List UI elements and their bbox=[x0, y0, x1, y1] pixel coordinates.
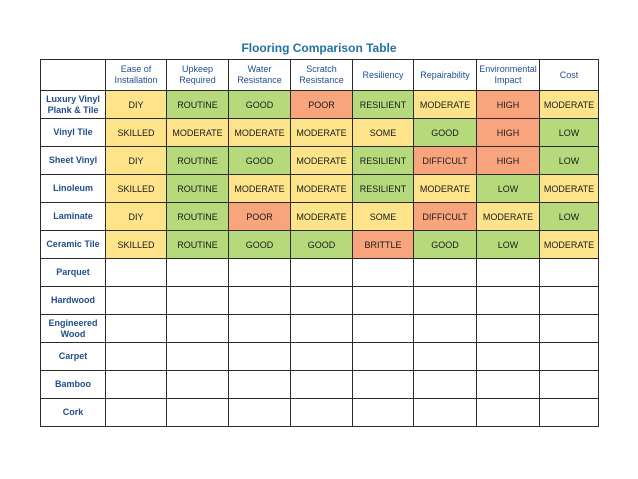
table-cell: ROUTINE bbox=[167, 231, 229, 259]
table-cell bbox=[229, 287, 291, 315]
table-cell bbox=[291, 371, 353, 399]
row-header: Vinyl Tile bbox=[41, 119, 106, 147]
table-row bbox=[41, 315, 599, 343]
table-cell bbox=[540, 287, 599, 315]
table-cell bbox=[414, 343, 477, 371]
table-cell: MODERATE bbox=[291, 175, 353, 203]
corner-cell bbox=[41, 60, 106, 91]
row-header: Luxury Vinyl Plank & Tile bbox=[41, 91, 106, 119]
table-cell: MODERATE bbox=[414, 175, 477, 203]
table-cell: ROUTINE bbox=[167, 147, 229, 175]
column-header: Repairability bbox=[414, 60, 477, 91]
table-cell: SKILLED bbox=[106, 119, 167, 147]
row-header: Bamboo bbox=[41, 371, 106, 399]
table-cell bbox=[229, 315, 291, 343]
row-header: Engineered Wood bbox=[41, 315, 106, 343]
table-cell bbox=[167, 371, 229, 399]
table-cell bbox=[167, 287, 229, 315]
table-row bbox=[41, 231, 599, 259]
table-cell: MODERATE bbox=[540, 91, 599, 119]
table-cell bbox=[167, 259, 229, 287]
column-header: Environmental Impact bbox=[477, 60, 540, 91]
table-cell: MODERATE bbox=[167, 119, 229, 147]
table-cell: MODERATE bbox=[291, 147, 353, 175]
table-cell bbox=[353, 315, 414, 343]
table-cell: SOME bbox=[353, 119, 414, 147]
table-cell bbox=[229, 399, 291, 427]
row-header: Carpet bbox=[41, 343, 106, 371]
table-cell bbox=[291, 315, 353, 343]
table-row bbox=[41, 399, 599, 427]
table-cell: RESILIENT bbox=[353, 91, 414, 119]
row-header: Linoleum bbox=[41, 175, 106, 203]
table-cell: MODERATE bbox=[229, 175, 291, 203]
table-cell: POOR bbox=[291, 91, 353, 119]
table-row bbox=[41, 91, 599, 119]
column-header: Resiliency bbox=[353, 60, 414, 91]
table-row bbox=[41, 119, 599, 147]
table-cell bbox=[353, 371, 414, 399]
table-cell bbox=[291, 259, 353, 287]
table-cell: GOOD bbox=[229, 231, 291, 259]
table-cell: LOW bbox=[477, 175, 540, 203]
table-cell: DIFFICULT bbox=[414, 203, 477, 231]
table-cell: HIGH bbox=[477, 91, 540, 119]
table-cell: GOOD bbox=[291, 231, 353, 259]
table-row bbox=[41, 287, 599, 315]
column-header: Scratch Resistance bbox=[291, 60, 353, 91]
table-cell bbox=[540, 371, 599, 399]
table-body bbox=[41, 91, 599, 427]
table-cell bbox=[414, 315, 477, 343]
table-cell bbox=[229, 343, 291, 371]
table-cell bbox=[477, 259, 540, 287]
table-row bbox=[41, 147, 599, 175]
table-cell: SKILLED bbox=[106, 175, 167, 203]
table-cell bbox=[414, 399, 477, 427]
table-cell: POOR bbox=[229, 203, 291, 231]
table-cell bbox=[353, 399, 414, 427]
table-cell bbox=[477, 343, 540, 371]
table-cell: MODERATE bbox=[477, 203, 540, 231]
row-header: Sheet Vinyl bbox=[41, 147, 106, 175]
table-cell bbox=[229, 371, 291, 399]
table-cell: LOW bbox=[540, 119, 599, 147]
table-cell: LOW bbox=[477, 231, 540, 259]
table-cell bbox=[414, 259, 477, 287]
table-cell bbox=[167, 343, 229, 371]
table-cell: DIY bbox=[106, 203, 167, 231]
table-row bbox=[41, 203, 599, 231]
table-cell bbox=[229, 259, 291, 287]
table-cell bbox=[477, 287, 540, 315]
table-cell: MODERATE bbox=[291, 119, 353, 147]
row-header: Cork bbox=[41, 399, 106, 427]
table-cell: GOOD bbox=[414, 231, 477, 259]
table-cell bbox=[540, 399, 599, 427]
row-header: Parquet bbox=[41, 259, 106, 287]
table-cell: HIGH bbox=[477, 119, 540, 147]
table-cell: MODERATE bbox=[540, 231, 599, 259]
table-cell bbox=[106, 371, 167, 399]
table-cell bbox=[477, 371, 540, 399]
table-title: Flooring Comparison Table bbox=[241, 41, 397, 55]
table-cell: MODERATE bbox=[414, 91, 477, 119]
table-cell bbox=[106, 315, 167, 343]
column-header: Cost bbox=[540, 60, 599, 91]
table-cell bbox=[167, 399, 229, 427]
table-cell: ROUTINE bbox=[167, 203, 229, 231]
column-header: Water Resistance bbox=[229, 60, 291, 91]
table-cell bbox=[540, 343, 599, 371]
table-cell bbox=[540, 259, 599, 287]
table-cell bbox=[106, 399, 167, 427]
table-cell: MODERATE bbox=[229, 119, 291, 147]
table-cell bbox=[353, 287, 414, 315]
table-cell: DIY bbox=[106, 147, 167, 175]
table-cell: GOOD bbox=[229, 147, 291, 175]
table-cell: LOW bbox=[540, 147, 599, 175]
table-cell: LOW bbox=[540, 203, 599, 231]
table-cell: MODERATE bbox=[540, 175, 599, 203]
table-row bbox=[41, 343, 599, 371]
table-cell bbox=[291, 287, 353, 315]
table-cell: BRITTLE bbox=[353, 231, 414, 259]
flooring-comparison-table bbox=[40, 59, 599, 427]
table-row bbox=[41, 175, 599, 203]
table-cell bbox=[291, 343, 353, 371]
table-cell: DIFFICULT bbox=[414, 147, 477, 175]
table-cell: GOOD bbox=[229, 91, 291, 119]
row-header: Hardwood bbox=[41, 287, 106, 315]
table-cell: ROUTINE bbox=[167, 175, 229, 203]
column-header: Ease of Installation bbox=[106, 60, 167, 91]
column-header: Upkeep Required bbox=[167, 60, 229, 91]
table-cell bbox=[414, 371, 477, 399]
table-row bbox=[41, 259, 599, 287]
table-cell: RESILIENT bbox=[353, 147, 414, 175]
table-cell: DIY bbox=[106, 91, 167, 119]
table-cell bbox=[477, 399, 540, 427]
table-cell: HIGH bbox=[477, 147, 540, 175]
row-header: Laminate bbox=[41, 203, 106, 231]
header-row bbox=[41, 60, 599, 91]
table-cell: GOOD bbox=[414, 119, 477, 147]
table-cell bbox=[414, 287, 477, 315]
table-cell bbox=[477, 315, 540, 343]
table-cell: RESILIENT bbox=[353, 175, 414, 203]
table-cell bbox=[353, 259, 414, 287]
table-cell bbox=[106, 287, 167, 315]
row-header: Ceramic Tile bbox=[41, 231, 106, 259]
table-row bbox=[41, 371, 599, 399]
table-cell: ROUTINE bbox=[167, 91, 229, 119]
table-cell bbox=[167, 315, 229, 343]
table-cell bbox=[291, 399, 353, 427]
table-cell bbox=[540, 315, 599, 343]
table-cell bbox=[106, 259, 167, 287]
table-cell: SKILLED bbox=[106, 231, 167, 259]
table-cell: MODERATE bbox=[291, 203, 353, 231]
table-cell bbox=[106, 343, 167, 371]
table-cell bbox=[353, 343, 414, 371]
table-cell: SOME bbox=[353, 203, 414, 231]
